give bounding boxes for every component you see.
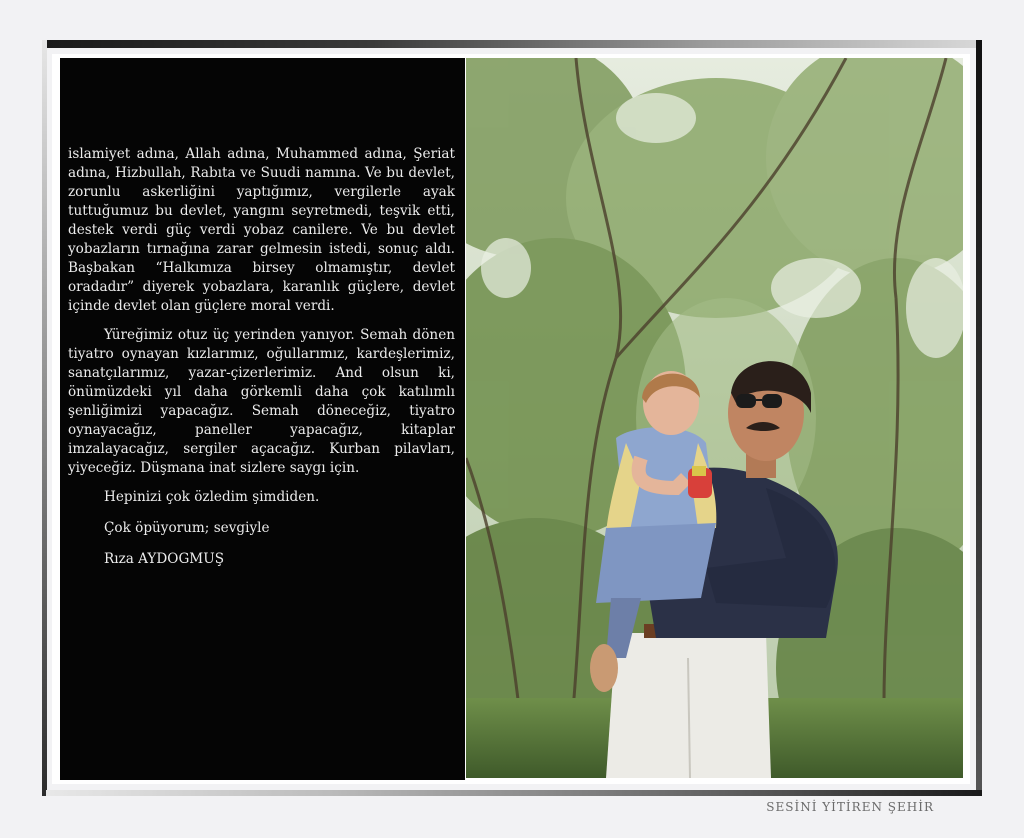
frame-left-border [42,40,47,796]
frame-bottom-border [46,790,982,796]
book-title-footer: SESİNİ YİTİREN ŞEHİR [766,800,934,814]
paragraph-2: Yüreğimiz otuz üç yerinden yanıyor. Semah dönen tiyatro oynayan kızlarımız, oğullarımız, kardeşlerimiz, sanatçılarımız, yazar-çizerlerimiz. And olsun ki, önümüzdeki yıl daha görkemli daha çok katılımlı şenliğimizi yapacağız. Semah döneceğiz, tiyatro oynayacağız, paneller yapacağız, kitaplar imzalayacağız, sergiler açacağız. Kurban pilavları, yiyeceğiz. Düşmana inat sizlere saygı için. [68,327,455,476]
man-holding-child-photo [466,58,963,778]
paragraph-3: Hepinizi çok özledim şimdiden. [104,489,320,505]
letter-text [68,145,455,581]
closing-line: Çok öpüyorum; sevgiyle [104,520,270,536]
frame-top-border [46,40,981,48]
frame-right-border [976,40,982,792]
signature: Rıza AYDOGMUŞ [104,551,225,567]
paragraph-1: islamiyet adına, Allah adına, Muhammed adına, Şeriat adına, Hizbullah, Rabıta ve Suudi namına. Ve bu devlet, zorunlu askerliğini yaptığımız, vergilerle ayak tuttuğumuz bu devlet, yangını seyretmedi, teşvik etti, destek verdi güç verdi yobaz canilere. Ve bu devlet yobazların tırnağına zarar gelmesin istedi, sonuç aldı. Başbakan “Halkımıza birsey olmamıştır, devlet oradadır” diyerek yobazlara, karanlık güçlere, devlet içinde devlet olan güçlere moral verdi. [68,146,455,314]
